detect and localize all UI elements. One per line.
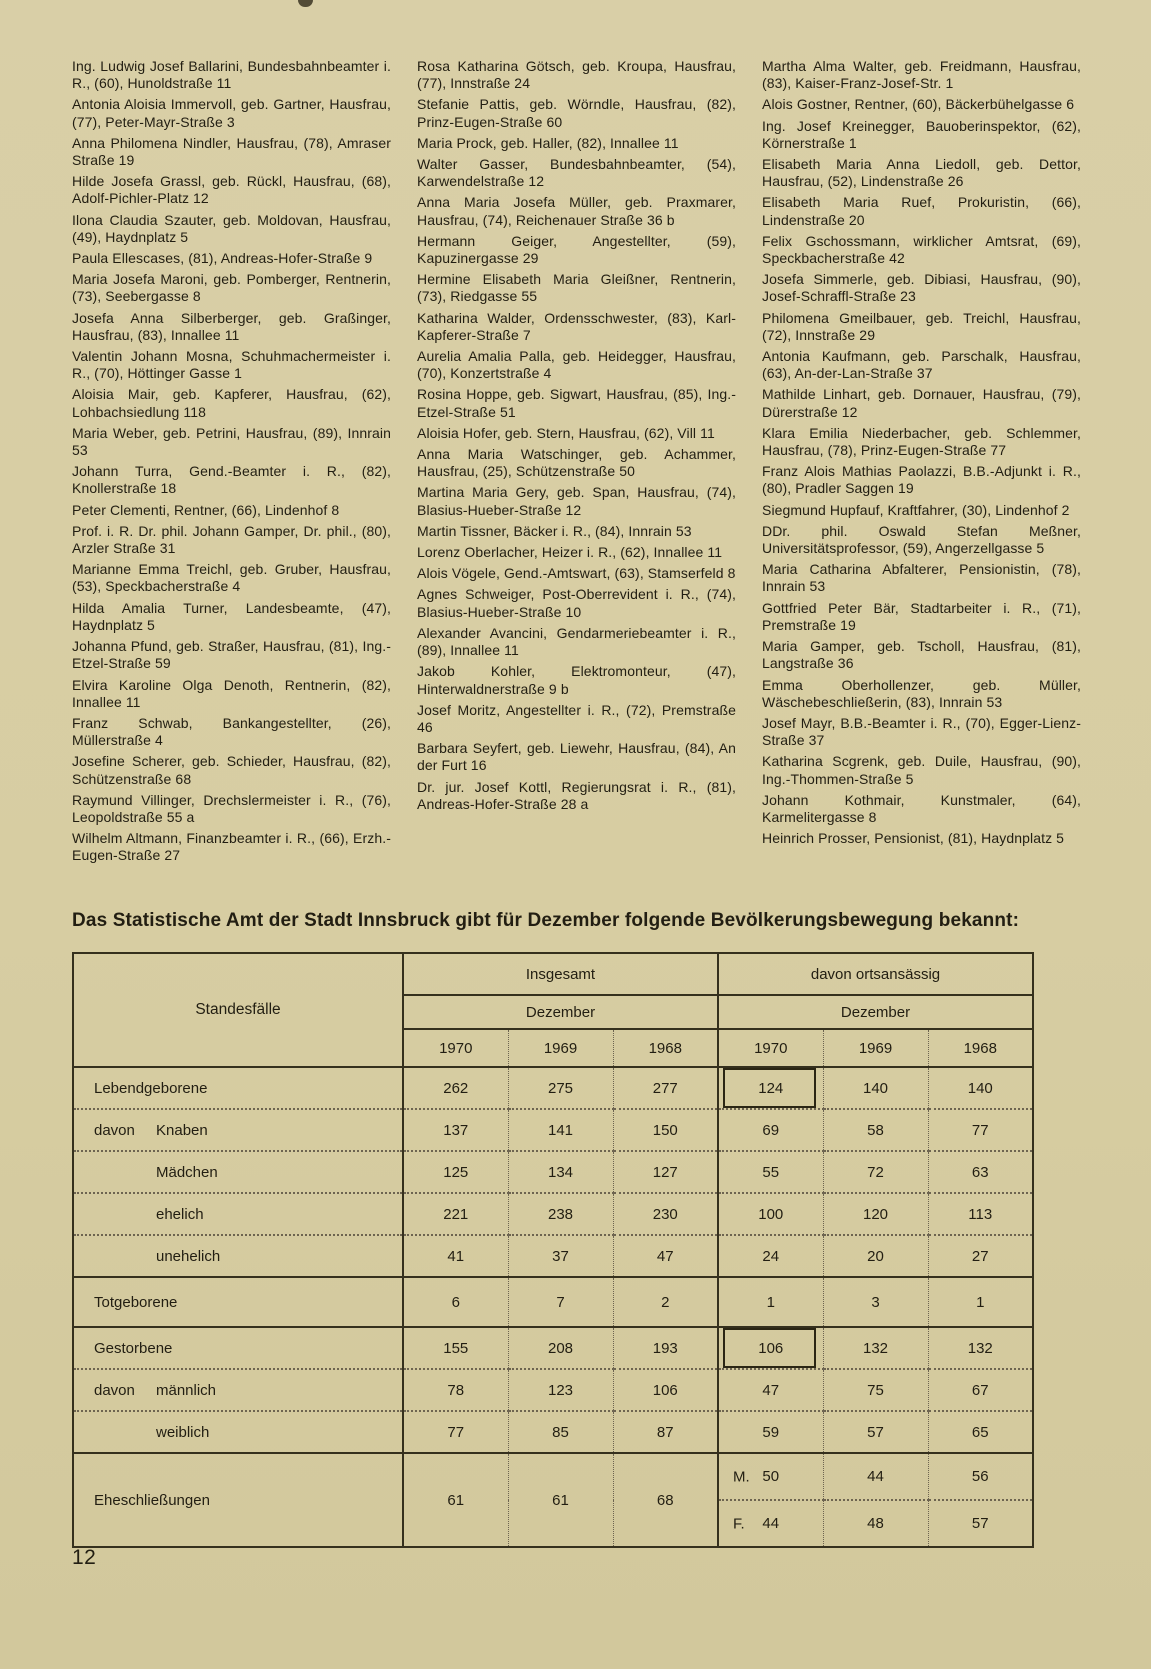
table-row-ehelich — [73, 1193, 1033, 1235]
value-cell: 277 — [613, 1067, 718, 1109]
value-text: 44 — [762, 1515, 780, 1532]
table-row-lebendgeborene — [73, 1067, 1033, 1109]
row-label — [73, 1369, 403, 1411]
value-cell: 69 — [718, 1109, 823, 1151]
person-entry: Alexander Avancini, Gendarmeriebeamter i. R., (89), Innallee 11 — [417, 624, 736, 659]
col-header-standesfaelle: Standesfälle — [195, 1001, 281, 1018]
table-row-eheschliessungen — [73, 1453, 1033, 1500]
person-entry: Jakob Kohler, Elektromonteur, (47), Hinterwaldnerstraße 9 b — [417, 663, 736, 697]
person-entry: Raymund Villinger, Drechslermeister i. R., (76), Leopoldstraße 55 a — [72, 791, 391, 825]
person-entry: Maria Prock, geb. Haller, (82), Innallee 11 — [417, 134, 679, 151]
person-entry: Anna Maria Josefa Müller, geb. Praxmarer, Hausfrau, (74), Reichenauer Straße 36 b — [417, 194, 736, 228]
row-label: Mädchen — [73, 1151, 403, 1193]
person-entry: Josef Moritz, Angestellter i. R., (72), Premstraße 46 — [417, 701, 736, 735]
value-cell: 123 — [508, 1369, 613, 1411]
value-cell: 61 — [508, 1453, 613, 1547]
value-cell: 193 — [613, 1327, 718, 1369]
value-cell: 238 — [508, 1193, 613, 1235]
value-cell: 127 — [613, 1151, 718, 1193]
value-cell: 75 — [823, 1369, 928, 1411]
person-entry: Hilda Amalia Turner, Landesbeamte, (47), Haydnplatz 5 — [72, 599, 391, 633]
value-cell: 87 — [613, 1411, 718, 1453]
row-label: Gestorbene — [73, 1327, 403, 1369]
value-cell: 113 — [928, 1193, 1033, 1235]
person-entry: Maria Catharina Abfalterer, Pensionistin, (78), Innrain 53 — [762, 561, 1081, 595]
person-entry: Mathilde Linhart, geb. Dornauer, Hausfrau, (79), Dürerstraße 12 — [762, 386, 1081, 420]
year-header: 1970 — [718, 1029, 823, 1067]
person-entry: Alois Gostner, Rentner, (60), Bäckerbühelgasse 6 — [762, 96, 1075, 113]
person-entry: Johann Kothmair, Kunstmaler, (64), Karmelitergasse 8 — [762, 791, 1081, 825]
value-cell: 1 — [718, 1277, 823, 1327]
group-header-insgesamt: Insgesamt — [403, 953, 718, 995]
names-section — [72, 58, 1081, 888]
person-entry: Aloisia Mair, geb. Kapferer, Hausfrau, (62), Lohbachsiedlung 118 — [72, 386, 391, 420]
person-entry: DDr. phil. Oswald Stefan Meßner, Universitätsprofessor, (59), Angerzellgasse 5 — [762, 522, 1081, 557]
value-cell — [718, 1500, 823, 1547]
section-heading: Das Statistische Amt der Stadt Innsbruck gibt für Dezember folgende Bevölkerungsbewegung bekannt: — [72, 910, 1020, 931]
person-entry: Heinrich Prosser, Pensionist, (81), Haydnplatz 5 — [762, 830, 1065, 847]
value-cell: 3 — [823, 1277, 928, 1327]
person-entry: Anna Maria Watschinger, geb. Achammer, Hausfrau, (25), Schützenstraße 50 — [417, 446, 736, 480]
row-label-text: männlich — [156, 1381, 217, 1399]
names-column-3 — [762, 58, 1081, 888]
sub-row-prefix: F. — [733, 1515, 745, 1532]
person-entry: Wilhelm Altmann, Finanzbeamter i. R., (66), Erzh.-Eugen-Straße 27 — [72, 830, 391, 864]
value-cell: 65 — [928, 1411, 1033, 1453]
value-cell: 221 — [403, 1193, 508, 1235]
person-entry: Aloisia Hofer, geb. Stern, Hausfrau, (62), Vill 11 — [417, 424, 715, 441]
value-cell: 155 — [403, 1327, 508, 1369]
value-cell: 7 — [508, 1277, 613, 1327]
value-cell: 56 — [928, 1453, 1033, 1500]
value-cell: 67 — [928, 1369, 1033, 1411]
row-label-text: Knaben — [156, 1121, 208, 1139]
person-entry: Maria Weber, geb. Petrini, Hausfrau, (89), Innrain 53 — [72, 424, 391, 459]
value-cell: 1 — [928, 1277, 1033, 1327]
value-cell: 106 — [613, 1369, 718, 1411]
value-cell: 137 — [403, 1109, 508, 1151]
row-label: unehelich — [73, 1235, 403, 1277]
value-cell: 140 — [823, 1067, 928, 1109]
person-entry: Lorenz Oberlacher, Heizer i. R., (62), Innallee 11 — [417, 544, 723, 561]
value-cell: 24 — [718, 1235, 823, 1277]
year-header: 1970 — [403, 1029, 508, 1067]
person-entry: Paula Ellescases, (81), Andreas-Hofer-Straße 9 — [72, 250, 373, 267]
person-entry: Marianne Emma Treichl, geb. Gruber, Hausfrau, (53), Speckbacherstraße 4 — [72, 561, 391, 595]
value-cell: 44 — [823, 1453, 928, 1500]
person-entry: Gottfried Peter Bär, Stadtarbeiter i. R., (71), Premstraße 19 — [762, 599, 1081, 633]
person-entry: Josefine Scherer, geb. Schieder, Hausfrau, (82), Schützenstraße 68 — [72, 753, 391, 787]
table-row-gestorbene — [73, 1327, 1033, 1369]
sub-row-prefix: M. — [733, 1468, 750, 1485]
value-cell: 230 — [613, 1193, 718, 1235]
value-cell: 2 — [613, 1277, 718, 1327]
person-entry: Barbara Seyfert, geb. Liewehr, Hausfrau, (84), An der Furt 16 — [417, 740, 736, 774]
year-header: 1969 — [823, 1029, 928, 1067]
person-entry: Martina Maria Gery, geb. Span, Hausfrau, (74), Blasius-Hueber-Straße 12 — [417, 484, 736, 518]
table-row-maedchen — [73, 1151, 1033, 1193]
person-entry: Antonia Kaufmann, geb. Parschalk, Hausfrau, (63), An-der-Lan-Straße 37 — [762, 348, 1081, 382]
population-table — [72, 952, 1034, 1548]
row-label: Lebendgeborene — [73, 1067, 403, 1109]
value-cell: 57 — [928, 1500, 1033, 1547]
person-entry: Stefanie Pattis, geb. Wörndle, Hausfrau, (82), Prinz-Eugen-Straße 60 — [417, 96, 736, 130]
value-cell: 47 — [613, 1235, 718, 1277]
names-column-1 — [72, 58, 391, 888]
year-header: 1968 — [928, 1029, 1033, 1067]
person-entry: Katharina Scgrenk, geb. Duile, Hausfrau, (90), Ing.-Thommen-Straße 5 — [762, 753, 1081, 787]
row-label-prefix: davon — [94, 1381, 135, 1399]
person-entry: Johanna Pfund, geb. Straßer, Hausfrau, (81), Ing.-Etzel-Straße 59 — [72, 638, 391, 672]
person-entry: Johann Turra, Gend.-Beamter i. R., (82), Knollerstraße 18 — [72, 463, 391, 497]
person-entry: Antonia Aloisia Immervoll, geb. Gartner, Hausfrau, (77), Peter-Mayr-Straße 3 — [72, 96, 391, 130]
person-entry: Philomena Gmeilbauer, geb. Treichl, Hausfrau, (72), Innstraße 29 — [762, 309, 1081, 343]
value-cell: 78 — [403, 1369, 508, 1411]
population-table-section — [72, 952, 1081, 1548]
person-entry: Hermann Geiger, Angestellter, (59), Kapuzinergasse 29 — [417, 232, 736, 267]
group-header-ortsansaessig: davon ortsansässig — [718, 953, 1033, 995]
person-entry: Elisabeth Maria Anna Liedoll, geb. Dettor, Hausfrau, (52), Lindenstraße 26 — [762, 156, 1081, 190]
value-cell: 72 — [823, 1151, 928, 1193]
row-label: Totgeborene — [73, 1277, 403, 1327]
value-cell: 68 — [613, 1453, 718, 1547]
value-cell: 59 — [718, 1411, 823, 1453]
person-entry: Rosa Katharina Götsch, geb. Kroupa, Hausfrau, (77), Innstraße 24 — [417, 58, 736, 92]
year-header: 1968 — [613, 1029, 718, 1067]
value-cell: 132 — [928, 1327, 1033, 1369]
person-entry: Maria Gamper, geb. Tscholl, Hausfrau, (81), Langstraße 36 — [762, 638, 1081, 672]
value-cell: 77 — [403, 1411, 508, 1453]
person-entry: Emma Oberhollenzer, geb. Müller, Wäschebeschließerin, (83), Innrain 53 — [762, 676, 1081, 710]
value-cell: 140 — [928, 1067, 1033, 1109]
value-cell: 208 — [508, 1327, 613, 1369]
value-cell: 120 — [823, 1193, 928, 1235]
subheader-dezember-insgesamt: Dezember — [403, 995, 718, 1029]
row-label: weiblich — [73, 1411, 403, 1453]
value-cell: 262 — [403, 1067, 508, 1109]
value-cell: 85 — [508, 1411, 613, 1453]
person-entry: Katharina Walder, Ordensschwester, (83), Karl-Kapferer-Straße 7 — [417, 309, 736, 343]
row-label: Eheschließungen — [73, 1453, 403, 1547]
person-entry: Martin Tissner, Bäcker i. R., (84), Innrain 53 — [417, 522, 692, 539]
person-entry: Peter Clementi, Rentner, (66), Lindenhof 8 — [72, 501, 340, 518]
value-cell: 77 — [928, 1109, 1033, 1151]
person-entry: Valentin Johann Mosna, Schuhmachermeister i. R., (70), Höttinger Gasse 1 — [72, 348, 391, 382]
table-row-unehelich — [73, 1235, 1033, 1277]
person-entry: Aurelia Amalia Palla, geb. Heidegger, Hausfrau, (70), Konzertstraße 4 — [417, 348, 736, 382]
person-entry: Ilona Claudia Szauter, geb. Moldovan, Hausfrau, (49), Haydnplatz 5 — [72, 211, 391, 245]
table-header-row-groups — [73, 953, 1033, 995]
value-cell: 57 — [823, 1411, 928, 1453]
value-cell: 20 — [823, 1235, 928, 1277]
value-text: 50 — [762, 1468, 780, 1485]
person-entry: Rosina Hoppe, geb. Sigwart, Hausfrau, (85), Ing.-Etzel-Straße 51 — [417, 386, 736, 420]
value-cell: 47 — [718, 1369, 823, 1411]
value-cell: 27 — [928, 1235, 1033, 1277]
row-label — [73, 1109, 403, 1151]
table-row-knaben — [73, 1109, 1033, 1151]
person-entry: Agnes Schweiger, Post-Oberrevident i. R., (74), Blasius-Hueber-Straße 10 — [417, 586, 736, 620]
person-entry: Josef Mayr, B.B.-Beamter i. R., (70), Egger-Lienz-Straße 37 — [762, 714, 1081, 749]
subheader-dezember-ortsansaessig: Dezember — [718, 995, 1033, 1029]
value-cell: 275 — [508, 1067, 613, 1109]
value-cell: 150 — [613, 1109, 718, 1151]
person-entry: Ing. Josef Kreinegger, Bauoberinspektor, (62), Körnerstraße 1 — [762, 117, 1081, 151]
person-entry: Maria Josefa Maroni, geb. Pomberger, Rentnerin, (73), Seebergasse 8 — [72, 271, 391, 305]
row-label: ehelich — [73, 1193, 403, 1235]
row-label-prefix: davon — [94, 1121, 135, 1139]
value-cell: 125 — [403, 1151, 508, 1193]
value-cell: 61 — [403, 1453, 508, 1547]
value-cell: 100 — [718, 1193, 823, 1235]
person-entry: Josefa Simmerle, geb. Dibiasi, Hausfrau, (90), Josef-Schraffl-Straße 23 — [762, 271, 1081, 305]
person-entry: Josefa Anna Silberberger, geb. Graßinger, Hausfrau, (83), Innallee 11 — [72, 309, 391, 343]
person-entry: Hilde Josefa Grassl, geb. Rückl, Hausfrau, (68), Adolf-Pichler-Platz 12 — [72, 173, 391, 207]
person-entry: Siegmund Hupfauf, Kraftfahrer, (30), Lindenhof 2 — [762, 501, 1070, 518]
table-row-weiblich — [73, 1411, 1033, 1453]
value-cell: 41 — [403, 1235, 508, 1277]
person-entry: Martha Alma Walter, geb. Freidmann, Hausfrau, (83), Kaiser-Franz-Josef-Str. 1 — [762, 58, 1081, 92]
value-cell: 132 — [823, 1327, 928, 1369]
person-entry: Elvira Karoline Olga Denoth, Rentnerin, (82), Innallee 11 — [72, 676, 391, 710]
person-entry: Alois Vögele, Gend.-Amtswart, (63), Stamserfeld 8 — [417, 565, 736, 582]
value-cell-boxed: 106 — [718, 1327, 823, 1369]
page-number: 12 — [72, 1546, 97, 1569]
person-entry: Walter Gasser, Bundesbahnbeamter, (54), Karwendelstraße 12 — [417, 156, 736, 190]
value-cell: 134 — [508, 1151, 613, 1193]
value-cell: 48 — [823, 1500, 928, 1547]
value-cell: 6 — [403, 1277, 508, 1327]
names-column-2 — [417, 58, 736, 888]
value-cell — [718, 1453, 823, 1500]
person-entry: Franz Schwab, Bankangestellter, (26), Müllerstraße 4 — [72, 714, 391, 749]
person-entry: Franz Alois Mathias Paolazzi, B.B.-Adjunkt i. R., (80), Pradler Saggen 19 — [762, 463, 1081, 497]
person-entry: Prof. i. R. Dr. phil. Johann Gamper, Dr. phil., (80), Arzler Straße 31 — [72, 522, 391, 557]
person-entry: Klara Emilia Niederbacher, geb. Schlemmer, Hausfrau, (78), Prinz-Eugen-Straße 77 — [762, 424, 1081, 459]
person-entry: Felix Gschossmann, wirklicher Amtsrat, (69), Speckbacherstraße 42 — [762, 232, 1081, 267]
value-cell: 55 — [718, 1151, 823, 1193]
year-header: 1969 — [508, 1029, 613, 1067]
person-entry: Anna Philomena Nindler, Hausfrau, (78), Amraser Straße 19 — [72, 134, 391, 169]
person-entry: Hermine Elisabeth Maria Gleißner, Rentnerin, (73), Riedgasse 55 — [417, 271, 736, 305]
person-entry: Dr. jur. Josef Kottl, Regierungsrat i. R., (81), Andreas-Hofer-Straße 28 a — [417, 778, 736, 812]
value-cell: 58 — [823, 1109, 928, 1151]
person-entry: Ing. Ludwig Josef Ballarini, Bundesbahnbeamter i. R., (60), Hunoldstraße 11 — [72, 58, 391, 92]
person-entry: Elisabeth Maria Ruef, Prokuristin, (66), Lindenstraße 20 — [762, 194, 1081, 228]
value-cell: 141 — [508, 1109, 613, 1151]
table-row-totgeborene — [73, 1277, 1033, 1327]
table-row-maennlich — [73, 1369, 1033, 1411]
value-cell: 63 — [928, 1151, 1033, 1193]
value-cell: 37 — [508, 1235, 613, 1277]
value-cell-boxed: 124 — [718, 1067, 823, 1109]
